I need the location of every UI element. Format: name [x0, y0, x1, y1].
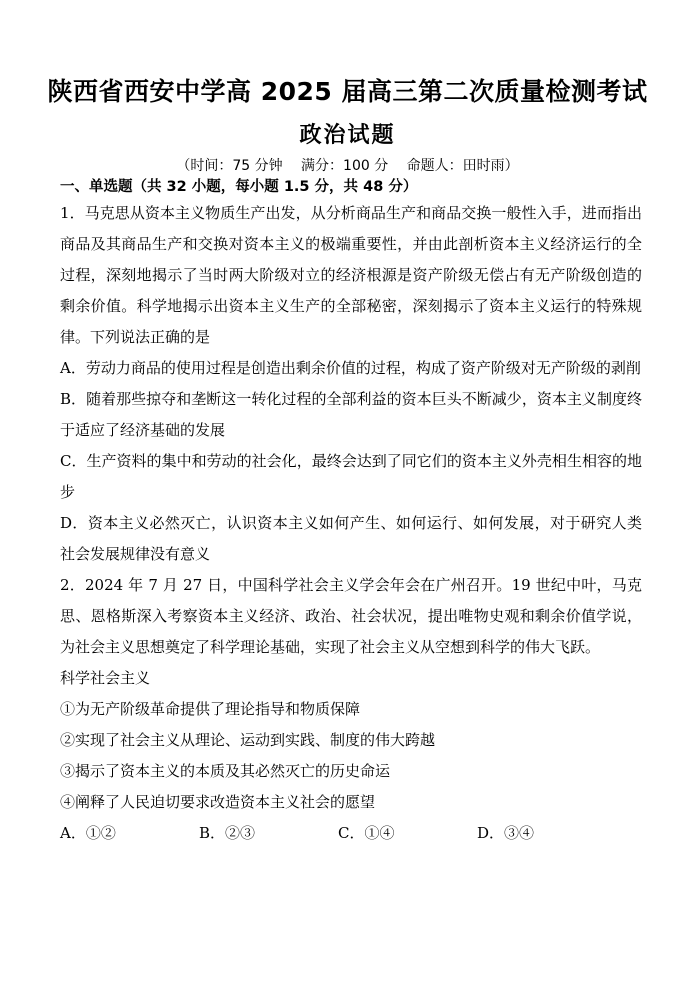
answer-option: A．劳动力商品的使用过程是创造出剩余价值的过程，构成了资产阶级对无产阶级的剥削 — [60, 359, 641, 377]
question-2 — [60, 570, 642, 849]
answer-choice: D．③④ — [477, 824, 535, 842]
statement-item: ④阐释了人民迫切要求改造资本主义社会的愿望 — [60, 793, 376, 811]
answer-option: D．资本主义必然灭亡，认识资本主义如何产生、如何运行、如何发展，对于研究人类社会发展规律没有意义 — [60, 514, 642, 563]
exam-title: 陕西省西安中学高 2025 届高三第二次质量检测考试 — [47, 77, 648, 106]
question-stem: 2．2024 年 7 月 27 日，中国科学社会主义学会年会在广州召开。19 世纪中叶，马克思、恩格斯深入考察资本主义经济、政治、社会状况，提出唯物史观和剩余价值学说，为社会主义思想奠定了科学理论基础，实现了社会主义从空想到科学的伟大飞跃。 — [60, 576, 642, 656]
question-body — [60, 198, 642, 849]
statement-item: ②实现了社会主义从理论、运动到实践、制度的伟大跨越 — [60, 731, 436, 749]
answer-choice: C．①④ — [338, 824, 395, 842]
answer-choice: A．①② — [60, 824, 116, 842]
statement-item: ③揭示了资本主义的本质及其必然灭亡的历史命运 — [60, 762, 391, 780]
subject-title: 政治试题 — [299, 122, 396, 148]
exam-meta: （时间：75 分钟 满分：100 分 命题人：田时雨） — [176, 158, 519, 174]
question-1 — [60, 198, 642, 570]
statement-item: ①为无产阶级革命提供了理论指导和物质保障 — [60, 700, 361, 718]
question-stem: 1．马克思从资本主义物质生产出发，从分析商品生产和商品交换一般性入手，进而指出商品及其商品生产和交换对资本主义的极端重要性，并由此剖析资本主义经济运行的全过程，深刻地揭示了当时两大阶级对立的经济根源是资产阶级无偿占有无产阶级创造的剩余价值。科学地揭示出资本主义生产的全部秘密，深刻揭示了资本主义运行的特殊规律。下列说法正确的是 — [60, 204, 642, 346]
answer-option: C．生产资料的集中和劳动的社会化，最终会达到了同它们的资本主义外壳相生相容的地步 — [60, 452, 642, 501]
answer-option: B．随着那些掠夺和垄断这一转化过程的全部利益的资本巨头不断减少，资本主义制度终于适应了经济基础的发展 — [60, 390, 642, 439]
section-heading: 一、单选题（共 32 小题，每小题 1.5 分，共 48 分） — [60, 179, 418, 195]
answer-choices — [60, 818, 642, 849]
answer-choice: B．②③ — [199, 824, 256, 842]
question-lead: 科学社会主义 — [60, 669, 151, 687]
